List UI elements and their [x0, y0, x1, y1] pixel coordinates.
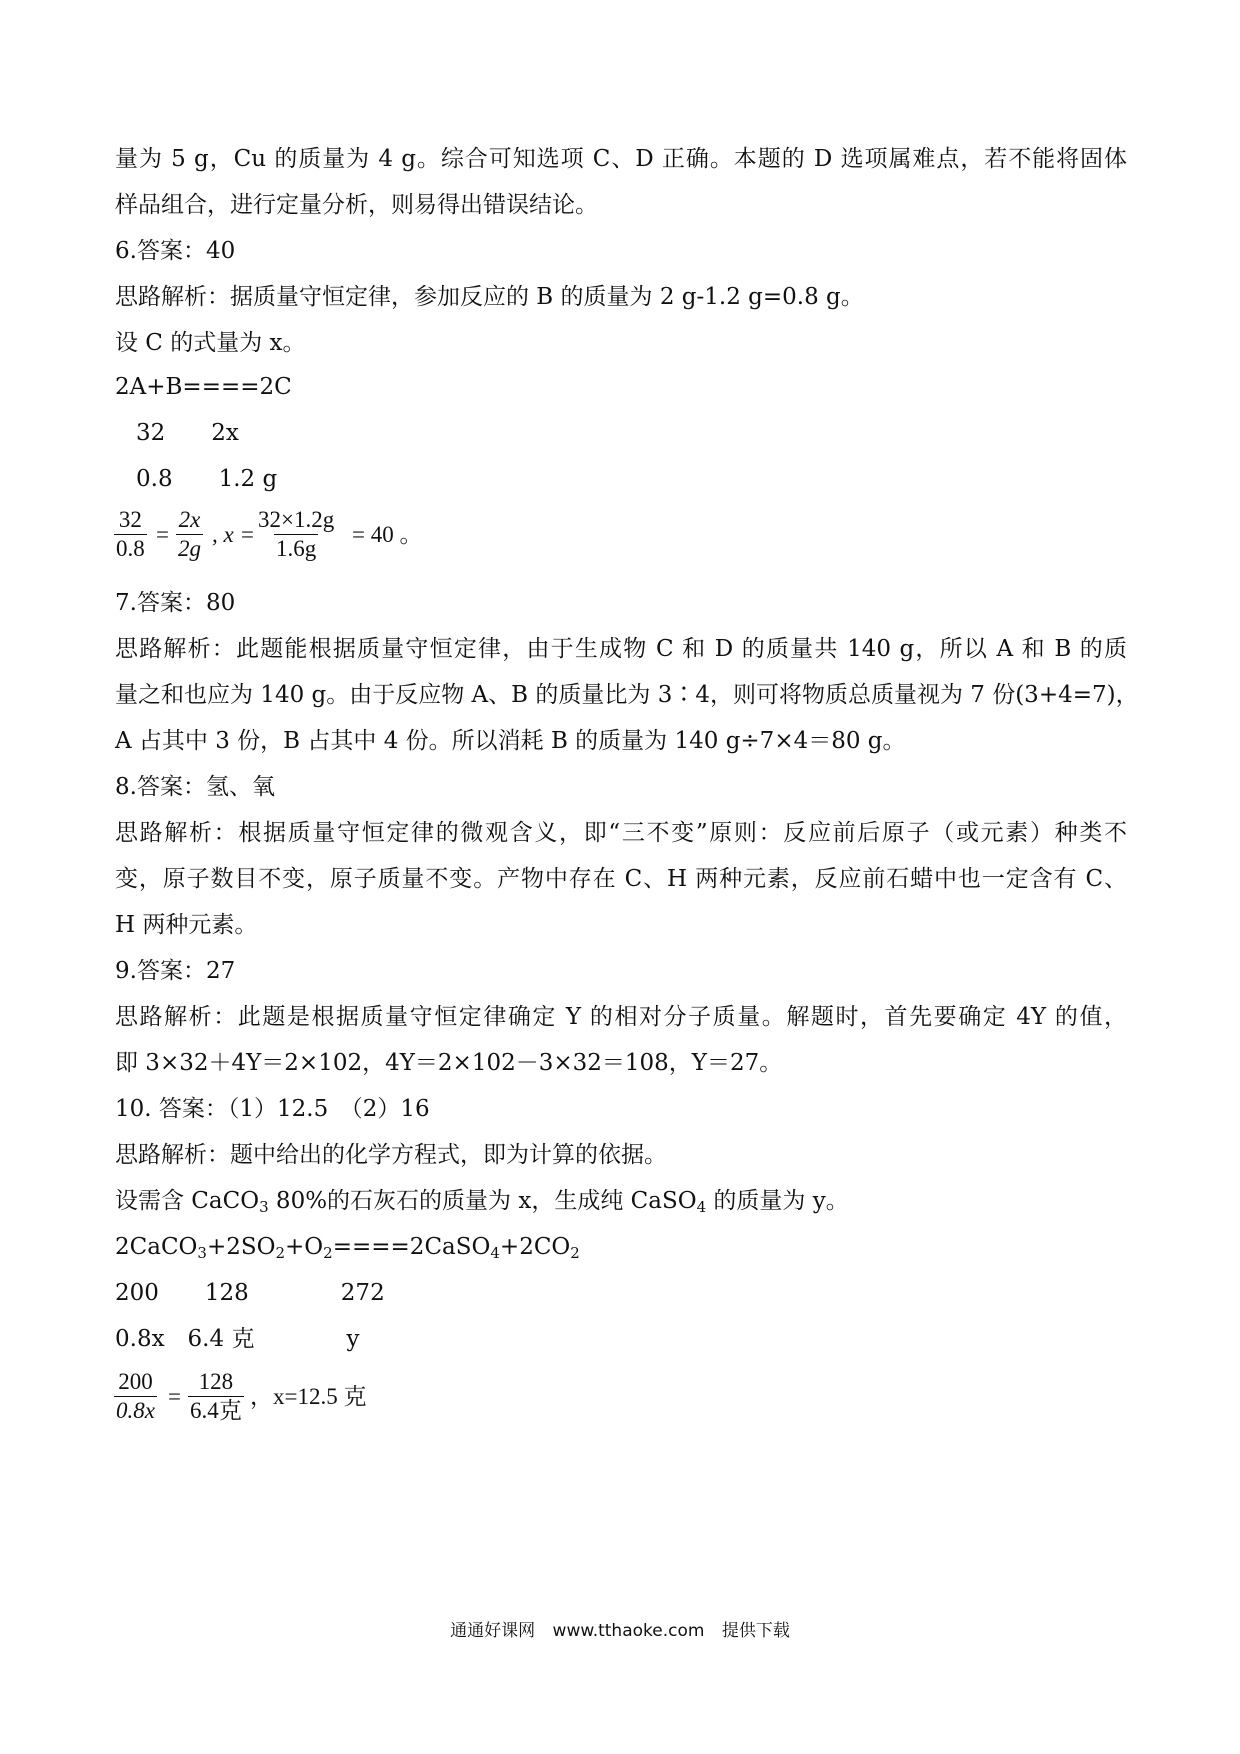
q10-equation [115, 1232, 1127, 1262]
denominator: 0.8x [116, 1398, 155, 1423]
fraction [114, 1368, 157, 1425]
q8-answer: 8.答案：氢、氧 [115, 774, 275, 800]
q10-set-variables [115, 1186, 1127, 1216]
q10-analysis: 思路解析：题中给出的化学方程式，即为计算的依据。 [115, 1142, 667, 1168]
numerator: 2x [178, 507, 201, 532]
denominator: 2g [178, 536, 201, 561]
q7-analysis: 思路解析：此题能根据质量守恒定律，由于生成物 C 和 D 的质量共 140 g，所以 A 和 B 的质 [115, 636, 1127, 662]
fraction [256, 506, 336, 563]
q10-ratio-row: 0.8x 6.4 克 y [115, 1326, 360, 1352]
q7-analysis: A 占其中 3 份，B 占其中 4 份。所以消耗 B 的质量为 140 g÷7×4＝80 g。 [115, 728, 906, 754]
footer-url-link[interactable]: www.tthaoke.com [552, 1621, 705, 1641]
denominator: 0.8 [116, 536, 145, 561]
q7-analysis: 量之和也应为 140 g。由于反应物 A、B 的质量比为 3∶4，则可将物质总质量视为 7 份(3+4=7)， [115, 682, 1139, 708]
q9-analysis: 思路解析：此题是根据质量守恒定律确定 Y 的相对分子质量。解题时，首先要确定 4Y 的值， [115, 1004, 1127, 1030]
q6-answer: 6.答案：40 [115, 238, 236, 264]
text-run: +O [285, 1234, 324, 1260]
q8-analysis: 变，原子数目不变，原子质量不变。产物中存在 C、H 两种元素，反应前石蜡中也一定含有 C、 [115, 866, 1127, 892]
q9-answer: 9.答案：27 [115, 958, 236, 984]
text-run: +2CO [499, 1234, 571, 1260]
subscript: 2 [275, 1244, 286, 1262]
text-line: 样品组合，进行定量分析，则易得出错误结论。 [115, 192, 598, 218]
fraction [114, 506, 147, 563]
denominator: 1.6g [275, 536, 317, 561]
page-footer [0, 1619, 1240, 1643]
q10-answer: 10. 答案：（1）12.5 （2）16 [115, 1096, 430, 1122]
q6-ratio-row: 0.8 1.2 g [136, 466, 278, 492]
text-run: +2SO [206, 1234, 276, 1260]
text-run: 设需含 CaCO [115, 1188, 260, 1214]
numerator: 128 [198, 1369, 234, 1394]
numerator: 200 [118, 1369, 153, 1394]
numerator: 32 [118, 507, 142, 532]
denominator: 6.4克 [190, 1398, 242, 1423]
text-run: 80%的石灰石的质量为 x，生成纯 CaSO [268, 1188, 697, 1214]
q9-analysis: 即 3×32＋4Y＝2×102，4Y＝2×102－3×32＝108，Y＝27。 [115, 1050, 783, 1076]
q6-analysis: 思路解析：据质量守恒定律，参加反应的 B 的质量为 2 g-1.2 g=0.8 g。 [115, 284, 864, 310]
equals-sign: = [156, 522, 169, 547]
fraction [176, 506, 203, 563]
formula-result: ，x=12.5 克 [250, 1384, 367, 1409]
subscript: 4 [696, 1198, 707, 1216]
q6-ratio-row: 32 2x [136, 420, 239, 446]
subscript: 2 [323, 1244, 333, 1262]
footer-site-name: 通通好课网 [450, 1621, 536, 1641]
q8-analysis: 思路解析：根据质量守恒定律的微观含义，即“三不变”原则：反应前后原子（或元素）种类不 [115, 820, 1127, 846]
formula-result: = 40 。 [352, 522, 423, 547]
q10-ratio-row: 200 128 272 [115, 1280, 385, 1306]
footer-suffix: 提供下载 [721, 1621, 790, 1641]
text-run: 的质量为 y。 [706, 1188, 849, 1214]
equals-sign: = [168, 1384, 181, 1409]
fraction [188, 1368, 244, 1425]
text-line: 量为 5 g，Cu 的质量为 4 g。综合可知选项 C、D 正确。本题的 D 选项属难点，若不能将固体 [115, 146, 1127, 172]
text-run: ====2CaSO [332, 1234, 491, 1260]
subscript: 3 [259, 1198, 269, 1216]
q8-analysis: H 两种元素。 [115, 912, 258, 938]
subscript: 3 [197, 1244, 207, 1262]
numerator: 32×1.2g [258, 507, 335, 532]
text-run: 2CaCO [115, 1234, 198, 1260]
subscript: 2 [570, 1244, 580, 1262]
q7-answer: 7.答案：80 [115, 590, 236, 616]
q6-equation: 2A+B====2C [115, 374, 292, 400]
formula-separator: , x = [212, 522, 255, 547]
q6-set-variable: 设 C 的式量为 x。 [115, 330, 306, 356]
subscript: 4 [490, 1244, 500, 1262]
